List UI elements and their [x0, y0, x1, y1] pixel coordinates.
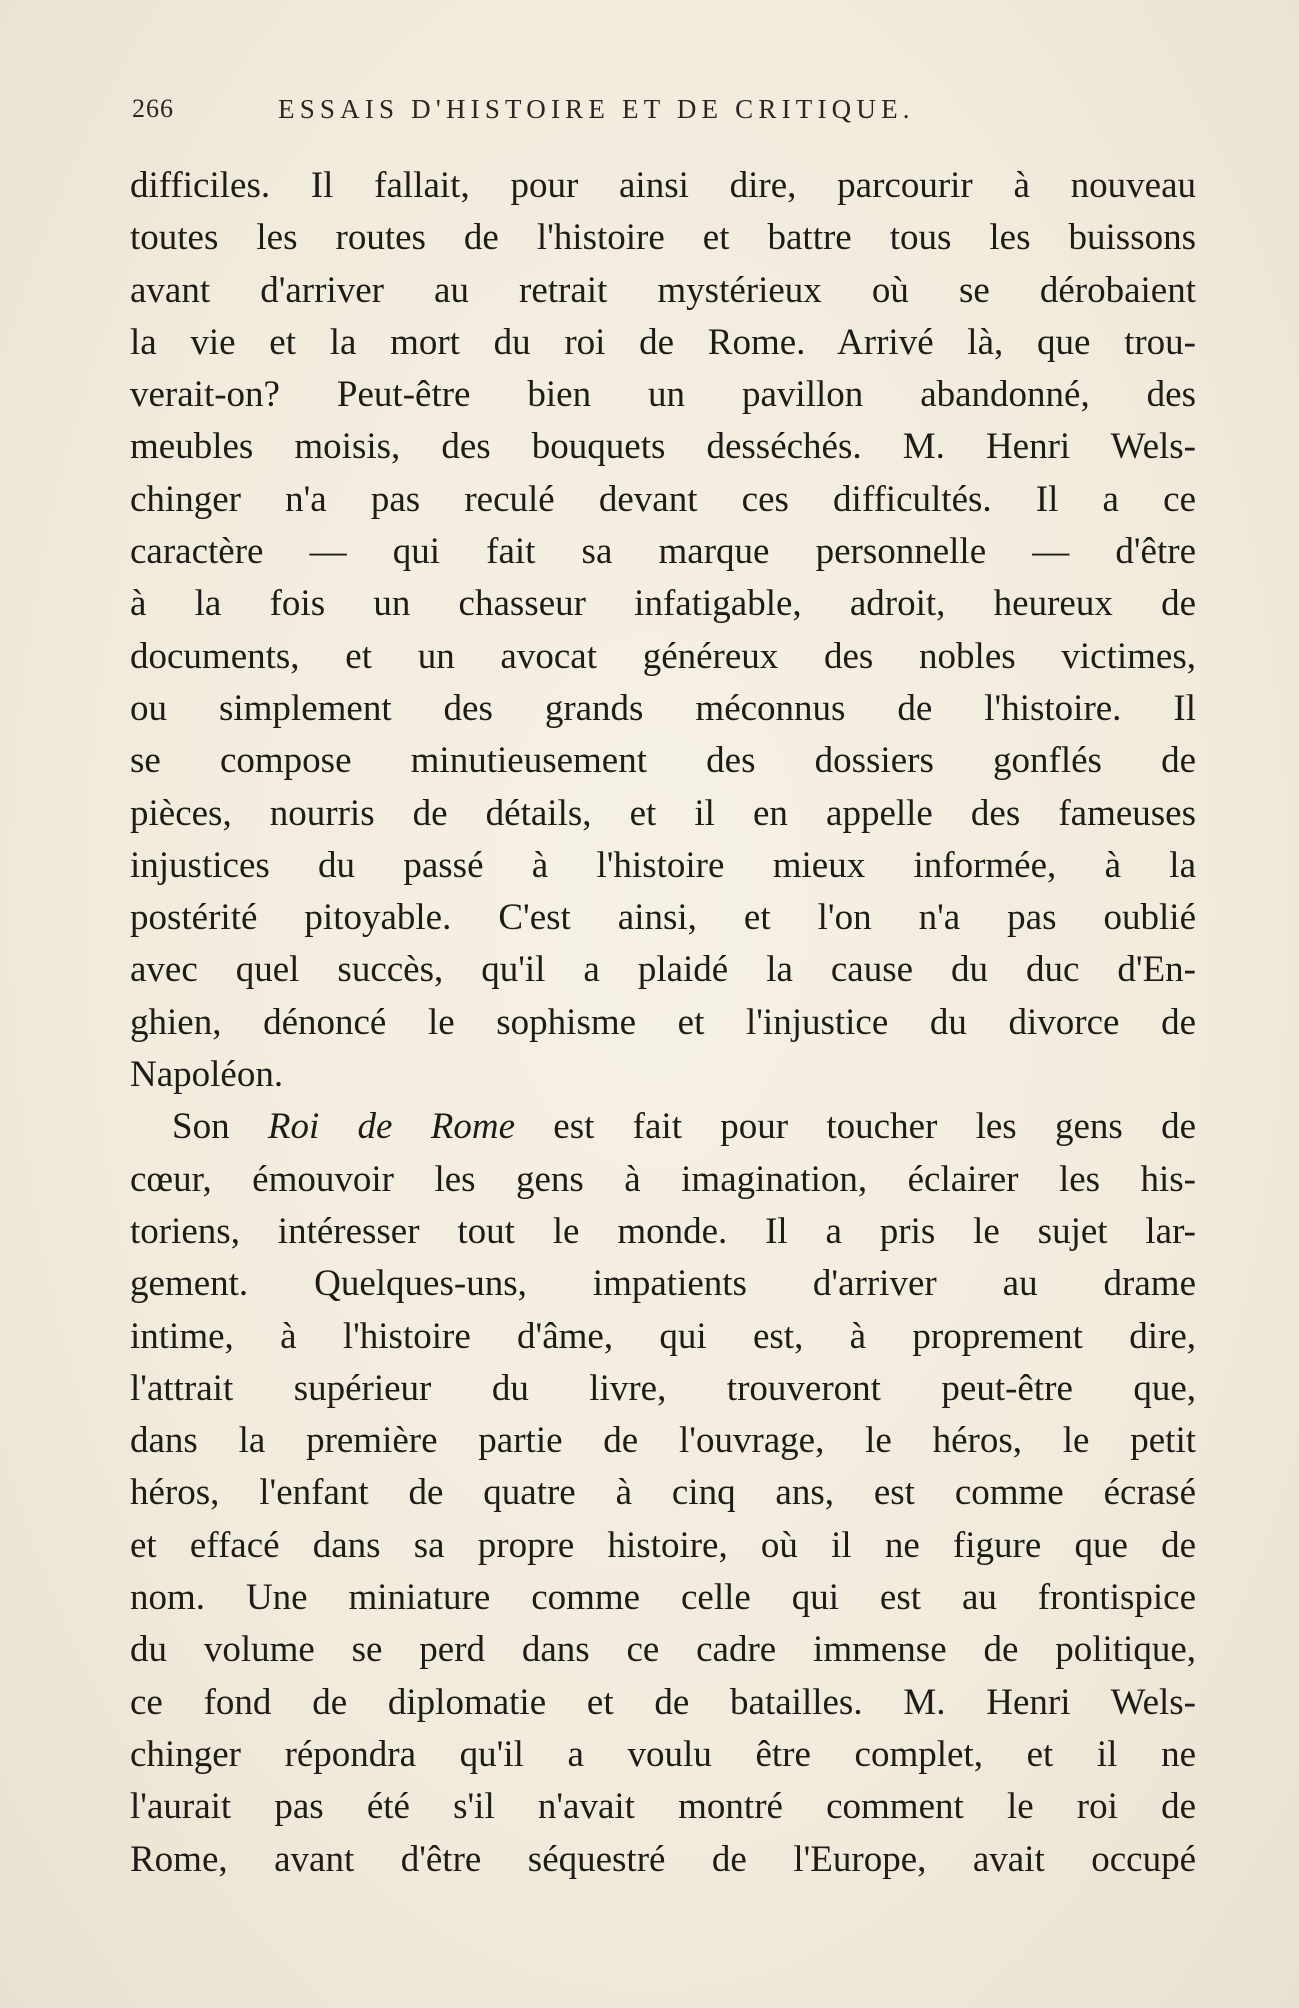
text-line: se compose minutieusement des dossiers gonflés de: [130, 740, 1196, 782]
text-line: avant d'arriver au retrait mystérieux où se dérobaient: [130, 269, 1196, 311]
text-line: ce fond de diplomatie et de batailles. M. Henri Wels-: [130, 1681, 1196, 1723]
text-line: l'aurait pas été s'il n'avait montré comment le roi de: [130, 1786, 1196, 1828]
text-line: injustices du passé à l'histoire mieux informée, à la: [130, 844, 1196, 886]
text-line: la vie et la mort du roi de Rome. Arrivé là, que trou-: [130, 321, 1196, 363]
paragraph-start-line: [130, 1101, 1196, 1153]
text-line: cœur, émouvoir les gens à imagination, éclairer les his-: [130, 1158, 1196, 1200]
text-line: dans la première partie de l'ouvrage, le héros, le petit: [130, 1420, 1196, 1462]
text-line: verait-on? Peut-être bien un pavillon abandonné, des: [130, 374, 1196, 416]
page-header: [132, 94, 1202, 134]
line-lead-text: Son: [172, 1106, 268, 1148]
text-line: héros, l'enfant de quatre à cinq ans, est comme écrasé: [130, 1472, 1196, 1514]
text-line: chinger n'a pas reculé devant ces difficultés. Il a ce: [130, 478, 1196, 520]
text-line: postérité pitoyable. C'est ainsi, et l'on n'a pas oublié: [130, 897, 1196, 939]
text-line: pièces, nourris de détails, et il en appelle des fameuses: [130, 792, 1196, 834]
text-line: avec quel succès, qu'il a plaidé la cause du duc d'En-: [130, 949, 1196, 991]
paragraph-end-line: Napoléon.: [130, 1054, 284, 1096]
text-line: l'attrait supérieur du livre, trouveront peut-être que,: [130, 1367, 1196, 1409]
text-line: chinger répondra qu'il a voulu être complet, et il ne: [130, 1733, 1196, 1775]
text-line: du volume se perd dans ce cadre immense de politique,: [130, 1629, 1196, 1671]
text-line: ghien, dénoncé le sophisme et l'injustice du divorce de: [130, 1001, 1196, 1043]
text-line: toriens, intéresser tout le monde. Il a pris le sujet lar-: [130, 1210, 1196, 1252]
text-line: toutes les routes de l'histoire et battre tous les buissons: [130, 217, 1196, 259]
body-text: [130, 160, 1196, 1886]
running-head: ESSAIS D'HISTOIRE ET DE CRITIQUE.: [278, 94, 915, 124]
text-line: Rome, avant d'être séquestré de l'Europe, avait occupé: [130, 1838, 1196, 1880]
text-line: gement. Quelques-uns, impatients d'arriver au drame: [130, 1263, 1196, 1305]
page-number: 266: [132, 94, 174, 123]
text-line: ou simplement des grands méconnus de l'histoire. Il: [130, 687, 1196, 729]
text-line: intime, à l'histoire d'âme, qui est, à proprement dire,: [130, 1315, 1196, 1357]
text-line: meubles moisis, des bouquets desséchés. M. Henri Wels-: [130, 426, 1196, 468]
line-tail-text: est fait pour toucher les gens de: [515, 1106, 1196, 1148]
text-line: difficiles. Il fallait, pour ainsi dire, parcourir à nouveau: [130, 165, 1196, 206]
book-title-italic: Roi de Rome: [267, 1106, 515, 1148]
text-line: nom. Une miniature comme celle qui est au frontispice: [130, 1577, 1196, 1619]
text-line: et effacé dans sa propre histoire, où il ne figure que de: [130, 1524, 1196, 1566]
text-line: caractère — qui fait sa marque personnelle — d'être: [130, 531, 1196, 573]
text-line: documents, et un avocat généreux des nobles victimes,: [130, 635, 1196, 677]
text-line: à la fois un chasseur infatigable, adroit, heureux de: [130, 583, 1196, 625]
